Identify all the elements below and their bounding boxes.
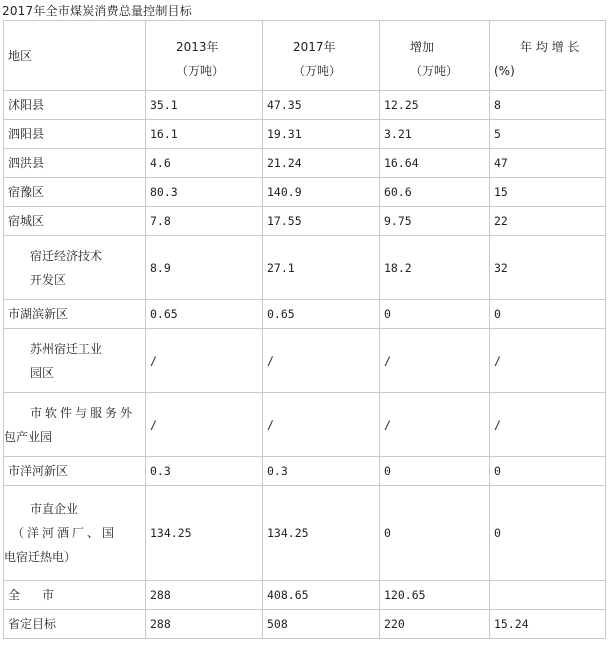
region-line: 宿迁经济技术	[30, 248, 103, 263]
header-2013-unit: （万吨）	[176, 63, 225, 78]
table-row	[4, 393, 606, 457]
value-growth: 8	[490, 91, 606, 120]
value-2013: 80.3	[146, 178, 263, 207]
value-2017: 508	[263, 610, 380, 639]
region-line: （洋河酒厂、国	[12, 526, 118, 540]
value-2017: 408.65	[263, 581, 380, 610]
table-row	[4, 120, 606, 149]
value-growth	[490, 581, 606, 610]
region-cell: 市洋河新区	[4, 457, 146, 486]
region-cell	[4, 329, 146, 393]
region-line: 市软件与服务外	[30, 405, 136, 420]
value-increase: 3.21	[380, 120, 490, 149]
region-cell	[4, 393, 146, 457]
table-row	[4, 178, 606, 207]
header-2017-unit: （万吨）	[293, 63, 342, 78]
table-row	[4, 486, 606, 581]
table-row	[4, 581, 606, 610]
region-cell: 宿豫区	[4, 178, 146, 207]
value-increase: 60.6	[380, 178, 490, 207]
value-growth: 5	[490, 120, 606, 149]
table-row	[4, 149, 606, 178]
value-growth: 15	[490, 178, 606, 207]
header-growth	[490, 21, 606, 91]
region-cell: 沭阳县	[4, 91, 146, 120]
region-cell: 市湖滨新区	[4, 300, 146, 329]
region-cell: 省定目标	[4, 610, 146, 639]
value-2017: 140.9	[263, 178, 380, 207]
header-region: 地区	[4, 21, 146, 91]
value-2017: 47.35	[263, 91, 380, 120]
value-2017: 17.55	[263, 207, 380, 236]
value-2017: /	[263, 329, 380, 393]
table-header-row	[4, 21, 606, 91]
region-line: 园区	[30, 365, 55, 380]
value-increase: 16.64	[380, 149, 490, 178]
value-increase: 120.65	[380, 581, 490, 610]
region-line: 市直企业	[30, 502, 79, 516]
table-row	[4, 610, 606, 639]
table-row	[4, 300, 606, 329]
header-increase-unit: （万吨）	[410, 63, 459, 78]
table-row	[4, 207, 606, 236]
coal-consumption-table	[3, 20, 606, 639]
value-increase: 0	[380, 486, 490, 581]
table-row	[4, 457, 606, 486]
value-growth: /	[490, 329, 606, 393]
value-increase: /	[380, 329, 490, 393]
header-2017-label: 2017年	[293, 39, 336, 54]
value-2017: 21.24	[263, 149, 380, 178]
region-line: 电宿迁热电）	[4, 550, 77, 564]
header-2017	[263, 21, 380, 91]
value-growth: 0	[490, 300, 606, 329]
region-line: 开发区	[30, 272, 67, 287]
value-2013: 7.8	[146, 207, 263, 236]
value-2013: 16.1	[146, 120, 263, 149]
value-growth: 22	[490, 207, 606, 236]
value-2013: 8.9	[146, 236, 263, 300]
value-2013: /	[146, 329, 263, 393]
table-row	[4, 91, 606, 120]
value-2013: 0.3	[146, 457, 263, 486]
value-increase: /	[380, 393, 490, 457]
value-2013: 0.65	[146, 300, 263, 329]
header-increase-label: 增加	[410, 39, 435, 54]
value-increase: 9.75	[380, 207, 490, 236]
region-line: 苏州宿迁工业	[30, 341, 103, 356]
value-2013: /	[146, 393, 263, 457]
value-growth: 47	[490, 149, 606, 178]
table-row	[4, 329, 606, 393]
header-2013-label: 2013年	[176, 39, 219, 54]
value-growth: 0	[490, 486, 606, 581]
header-growth-unit: (%)	[494, 63, 515, 78]
value-increase: 220	[380, 610, 490, 639]
value-increase: 0	[380, 457, 490, 486]
value-increase: 0	[380, 300, 490, 329]
header-2013	[146, 21, 263, 91]
value-growth: /	[490, 393, 606, 457]
value-2013: 134.25	[146, 486, 263, 581]
value-2013: 35.1	[146, 91, 263, 120]
value-growth: 32	[490, 236, 606, 300]
value-2017: /	[263, 393, 380, 457]
region-cell: 泗洪县	[4, 149, 146, 178]
value-growth: 15.24	[490, 610, 606, 639]
header-growth-label: 年 均 增 长	[520, 39, 580, 54]
table-row	[4, 236, 606, 300]
value-2013: 288	[146, 610, 263, 639]
page-title: 2017年全市煤炭消费总量控制目标	[2, 4, 192, 18]
value-increase: 12.25	[380, 91, 490, 120]
value-2013: 288	[146, 581, 263, 610]
region-cell: 泗阳县	[4, 120, 146, 149]
region-cell	[4, 486, 146, 581]
region-cell: 全 市	[4, 581, 146, 610]
value-growth: 0	[490, 457, 606, 486]
value-2017: 27.1	[263, 236, 380, 300]
value-2017: 0.65	[263, 300, 380, 329]
header-increase	[380, 21, 490, 91]
value-2017: 0.3	[263, 457, 380, 486]
region-line: 包产业园	[4, 429, 53, 444]
region-cell	[4, 236, 146, 300]
region-cell: 宿城区	[4, 207, 146, 236]
value-2017: 134.25	[263, 486, 380, 581]
value-2013: 4.6	[146, 149, 263, 178]
value-increase: 18.2	[380, 236, 490, 300]
value-2017: 19.31	[263, 120, 380, 149]
